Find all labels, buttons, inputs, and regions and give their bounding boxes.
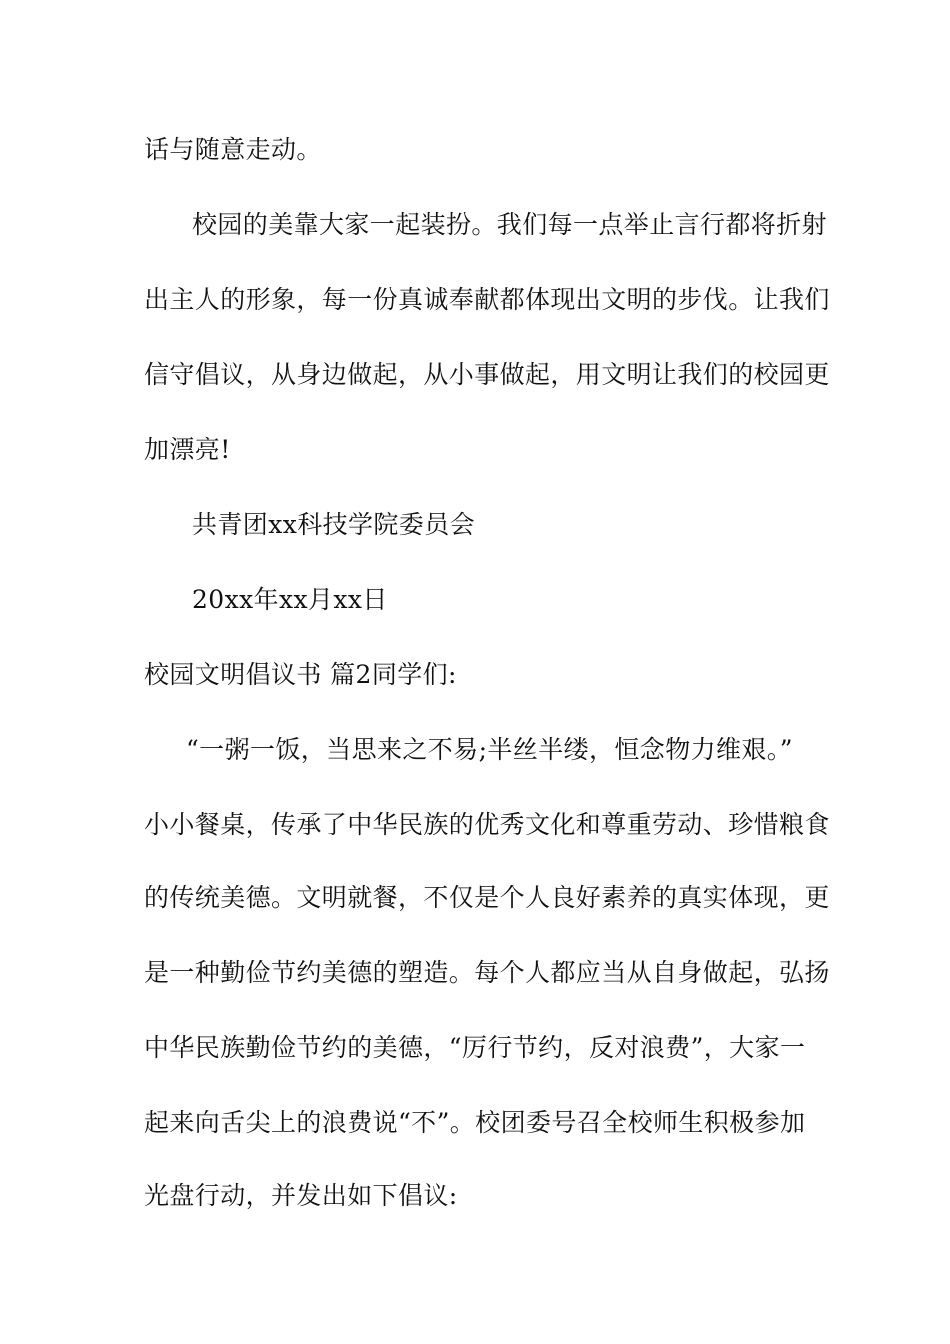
section-heading: 校园文明倡议书 篇2同学们: <box>144 660 457 689</box>
text-line: 出主人的形象，每一份真诚奉献都体现出文明的步伐。让我们 <box>144 285 830 314</box>
text-line: 话与随意走动。 <box>144 135 322 164</box>
text-line: 中华民族勤俭节约的美德，“厉行节约，反对浪费”，大家一 <box>144 1033 806 1062</box>
text-line: 光盘行动，并发出如下倡议: <box>144 1181 458 1210</box>
text-line: 校园的美靠大家一起装扮。我们每一点举止言行都将折射 <box>192 210 828 239</box>
text-line: 加漂亮! <box>144 435 231 464</box>
text-line: 的传统美德。文明就餐，不仅是个人良好素养的真实体现，更 <box>144 883 830 912</box>
text-line: 信守倡议，从身边做起，从小事做起，用文明让我们的校园更 <box>144 360 830 389</box>
signature-organization: 共青团xx科技学院委员会 <box>192 510 475 539</box>
text-line: 小小餐桌，传承了中华民族的优秀文化和尊重劳动、珍惜粮食 <box>144 810 830 839</box>
text-line: 起来向舌尖上的浪费说“不”。校团委号召全校师生积极参加 <box>144 1108 806 1137</box>
signature-date: 20xx年xx月xx日 <box>192 585 388 614</box>
text-line: “一粥一饭，当思来之不易;半丝半缕，恒念物力维艰。” <box>186 735 793 764</box>
text-line: 是一种勤俭节约美德的塑造。每个人都应当从自身做起，弘扬 <box>144 958 830 987</box>
